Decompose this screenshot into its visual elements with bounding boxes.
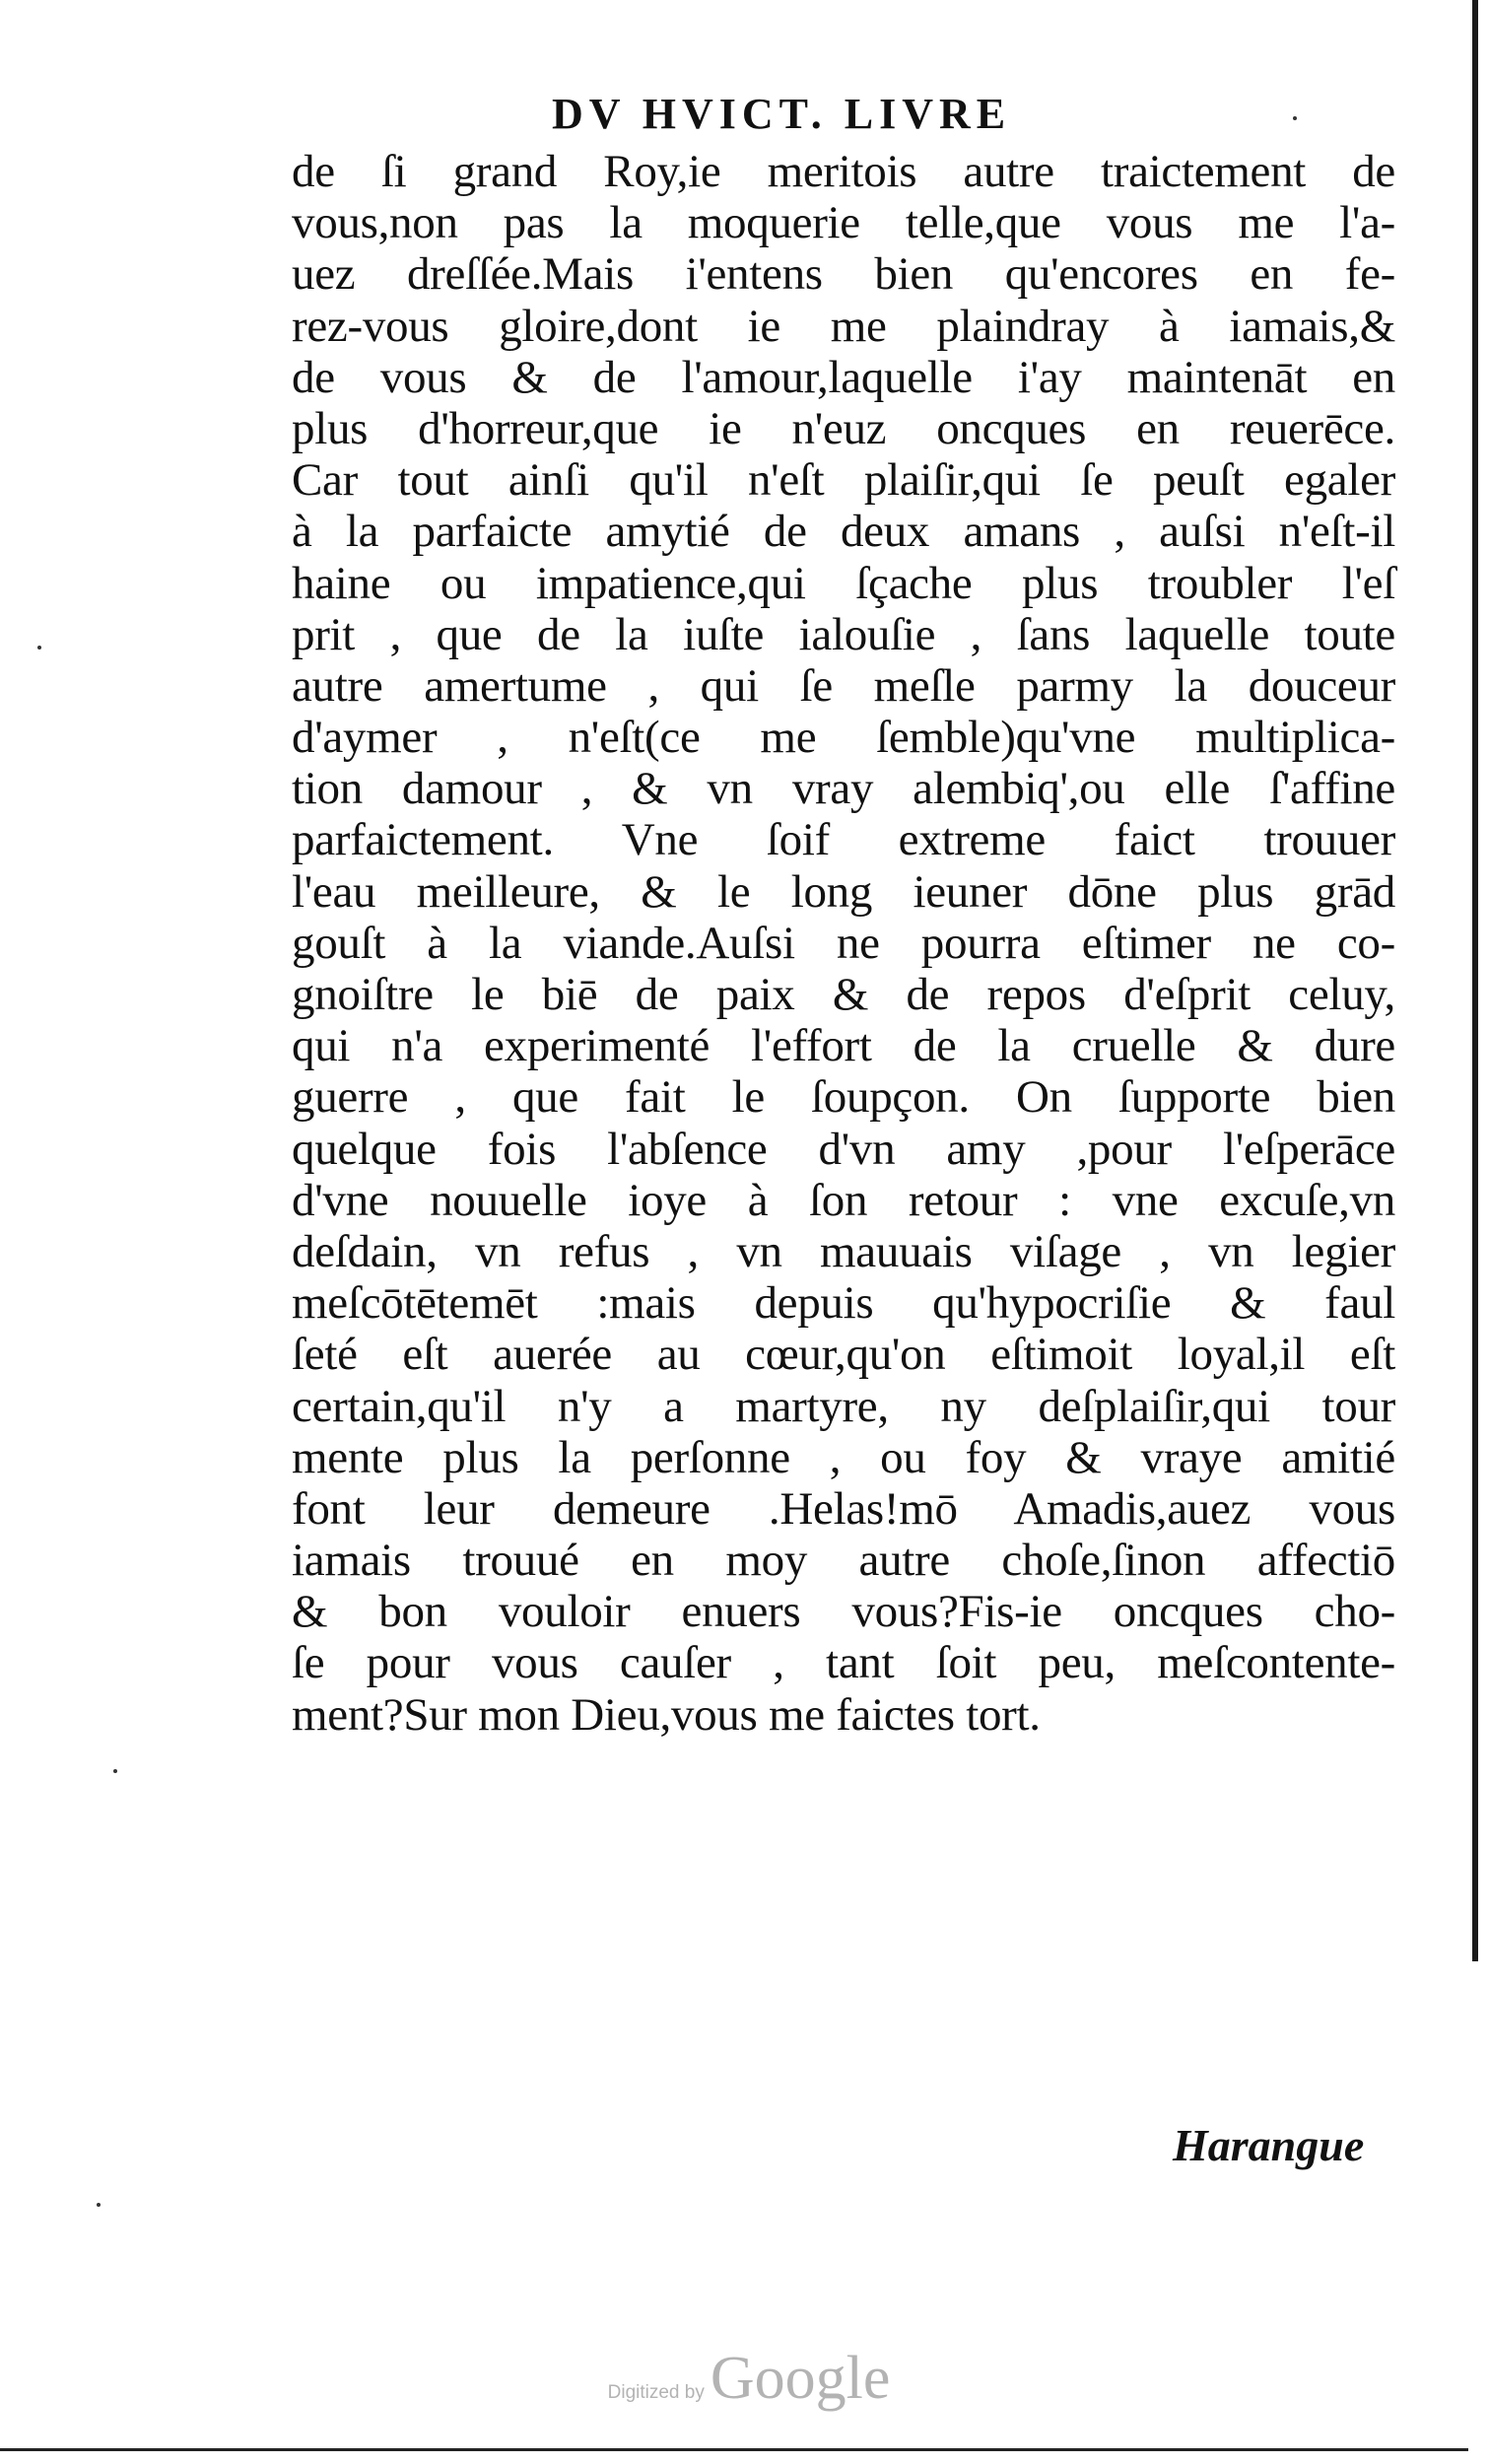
text-line: iamais trouué en moy autre choſe,ſinon affectiō: [292, 1535, 1395, 1587]
ink-speck: [113, 1769, 117, 1773]
text-line: d'vne nouuelle ioye à ſon retour : vne excuſe,vn: [292, 1174, 1395, 1226]
text-line: ſeté eſt auerée au cœur,qu'on eſtimoit loyal,il eſt: [292, 1329, 1395, 1381]
ink-speck: [97, 2203, 101, 2207]
text-line: de vous & de l'amour,laquelle i'ay maintenāt en: [292, 351, 1395, 403]
text-line: haine ou impatience,qui ſçache plus troubler l'eſ: [292, 557, 1395, 609]
google-logo: Google: [710, 2345, 891, 2412]
text-line: vous,non pas la moquerie telle,que vous me l'a-: [292, 197, 1395, 249]
text-line: de ſi grand Roy,ie meritois autre traictement de: [292, 146, 1395, 197]
text-line: uez dreſſée.Mais i'entens bien qu'encores en fe-: [292, 248, 1395, 301]
page-bottom-rule: [0, 2448, 1468, 2451]
text-line: rez-vous gloire,dont ie me plaindray à iamais,&: [292, 300, 1395, 352]
text-line: parfaictement. Vne ſoif extreme faict trouuer: [292, 814, 1395, 866]
running-head: DV HVICT. LIVRE: [552, 90, 1012, 138]
text-line: deſdain, vn refus , vn mauuais viſage , vn legier: [292, 1225, 1395, 1277]
text-line: gnoiſtre le biē de paix & de repos d'eſprit celuy,: [292, 969, 1395, 1020]
watermark-small-text: Digitized by: [607, 2382, 705, 2403]
text-line: & bon vouloir enuers vous?Fis-ie oncques cho-: [292, 1586, 1395, 1638]
text-line: plus d'horreur,que ie n'euz oncques en reuerēce.: [292, 402, 1395, 454]
text-line: qui n'a experimenté l'effort de la cruelle & dure: [292, 1020, 1395, 1072]
text-line: l'eau meilleure, & le long ieuner dōne plus grād: [292, 865, 1395, 918]
digitized-by-google-watermark: [581, 2344, 916, 2414]
text-line: Car tout ainſi qu'il n'eſt plaiſir,qui ſe peuſt egaler: [292, 454, 1395, 507]
text-line: à la parfaicte amytié de deux amans , auſsi n'eſt-il: [292, 506, 1395, 558]
text-line: autre amertume , qui ſe meſle parmy la douceur: [292, 659, 1395, 712]
ink-speck: [37, 646, 41, 650]
text-line: prit , que de la iuſte ialouſie , ſans laquelle toute: [292, 608, 1395, 660]
catchword: Harangue: [1173, 2120, 1365, 2170]
text-line: font leur demeure .Helas!mō Amadis,auez vous: [292, 1482, 1395, 1535]
body-text: [292, 146, 1395, 1741]
text-line: quelque fois l'abſence d'vn amy ,pour l'eſperāce: [292, 1123, 1395, 1175]
text-line: ſe pour vous cauſer , tant ſoit peu, meſcontente-: [292, 1637, 1395, 1689]
text-line: meſcōtētemēt :mais depuis qu'hypocriſie & faul: [292, 1277, 1395, 1330]
text-line: gouſt à la viande.Auſsi ne pourra eſtimer ne co-: [292, 917, 1395, 969]
text-line: tion damour , & vn vray alembiq',ou elle ſ'affine: [292, 763, 1395, 815]
text-line: ment?Sur mon Dieu,vous me faictes tort.: [292, 1688, 1041, 1741]
page-edge-border: [1472, 0, 1478, 1961]
text-line: certain,qu'il n'y a martyre, ny deſplaiſir,qui tour: [292, 1380, 1395, 1432]
ink-speck: [1293, 116, 1297, 120]
text-line: guerre , que fait le ſoupçon. On ſupporte bien: [292, 1071, 1395, 1124]
text-line: mente plus la perſonne , ou foy & vraye amitié: [292, 1431, 1395, 1483]
text-line: d'aymer , n'eſt(ce me ſemble)qu'vne multiplica-: [292, 712, 1395, 764]
